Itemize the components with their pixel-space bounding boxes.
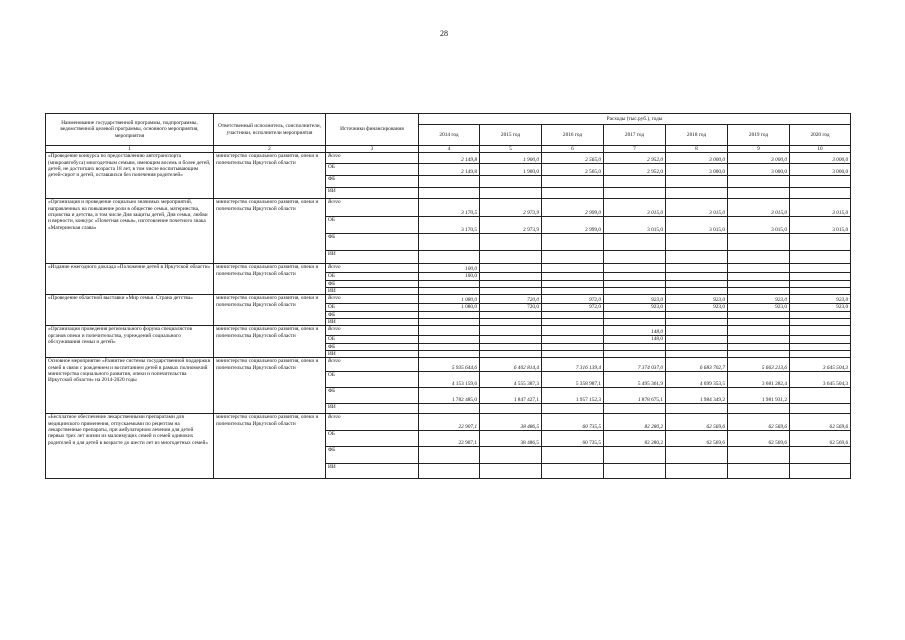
expense-value: 1 900,0: [480, 164, 542, 176]
expense-value: 3 015,0: [604, 199, 666, 217]
funding-source: Всего: [326, 264, 419, 273]
expense-value: [604, 188, 666, 199]
expense-value: 5 663 213,6: [728, 358, 790, 372]
expense-value: 4 153 159,6: [419, 372, 480, 388]
expense-value: 100,0: [419, 273, 480, 280]
expense-value: 720,0: [480, 295, 542, 304]
expense-value: [666, 176, 728, 188]
expense-value: 82 280,2: [604, 431, 666, 447]
expense-value: 148,0: [604, 326, 666, 336]
table-row: [46, 295, 851, 304]
funding-source: Всего: [326, 414, 419, 431]
expense-value: [419, 336, 480, 343]
expense-value: 38 486,5: [480, 431, 542, 447]
expense-value: [728, 326, 790, 336]
expense-value: 923,0: [666, 295, 728, 304]
header-column-numbers: [46, 146, 851, 153]
expense-value: [790, 336, 851, 343]
header-year: 2019 год: [728, 125, 790, 146]
funding-source: ИИ: [326, 351, 419, 358]
expense-value: 1 957 152,3: [542, 388, 604, 404]
expense-value: [419, 251, 480, 264]
activity-name: Основное мероприятие «Развитие системы государственной поддержки семей в связи с рождением и воспитанием детей в рамках полномочий министерства социального развития, опеки и попечительства Иркутской области» на 2014-2020 годы: [46, 358, 214, 414]
expense-value: [542, 447, 604, 464]
expense-value: [542, 280, 604, 287]
header-year: 2020 год: [790, 125, 851, 146]
expense-value: [728, 311, 790, 318]
expense-value: [604, 273, 666, 280]
expense-value: [728, 234, 790, 251]
expense-value: [790, 326, 851, 336]
expense-value: [604, 251, 666, 264]
expense-value: [542, 326, 604, 336]
funding-source: Всего: [326, 153, 419, 164]
expense-value: [790, 319, 851, 326]
expense-value: [728, 264, 790, 273]
funding-source: ФБ: [326, 343, 419, 350]
expense-value: 3 015,0: [666, 199, 728, 217]
expense-value: 60 735,5: [542, 414, 604, 431]
expense-value: [604, 343, 666, 350]
expense-value: 923,0: [604, 304, 666, 311]
expense-value: [480, 288, 542, 295]
expense-value: 7 316 139,4: [542, 358, 604, 372]
expense-value: [480, 280, 542, 287]
expense-value: 1 782 485,0: [419, 388, 480, 404]
funding-source: ОБ: [326, 431, 419, 447]
expense-value: [666, 273, 728, 280]
expense-value: [790, 251, 851, 264]
expense-value: [728, 351, 790, 358]
expense-value: [666, 447, 728, 464]
expense-value: [480, 311, 542, 318]
funding-source: ИИ: [326, 188, 419, 199]
expense-value: 3 681 282,4: [728, 372, 790, 388]
expense-value: 2 565,0: [542, 164, 604, 176]
activity-name: «Издание ежегодного доклада «Положение детей в Иркутской области»: [46, 264, 214, 295]
expense-value: [790, 388, 851, 404]
expense-value: [790, 176, 851, 188]
expense-value: [542, 234, 604, 251]
expense-value: [480, 351, 542, 358]
expense-value: 3 000,0: [666, 153, 728, 164]
expense-value: [480, 188, 542, 199]
expense-value: 3 015,0: [728, 217, 790, 234]
expense-value: 3 015,0: [604, 217, 666, 234]
expense-value: 3 015,0: [728, 199, 790, 217]
funding-source: ИИ: [326, 319, 419, 326]
expense-value: 3 000,0: [728, 153, 790, 164]
expense-value: [728, 251, 790, 264]
expense-value: 2 999,0: [542, 199, 604, 217]
expense-value: [666, 404, 728, 414]
expense-value: 3 170,5: [419, 199, 480, 217]
expense-value: [604, 264, 666, 273]
column-number: 3: [326, 146, 419, 153]
expense-value: [604, 280, 666, 287]
expense-value: [480, 336, 542, 343]
expense-value: [604, 288, 666, 295]
expense-value: [604, 447, 666, 464]
activity-name: «Организация и проведение социально значимых мероприятий, направленных на повышение роли в обществе семьи, материнства, отцовства и детства, в том числе Дня защиты детей, Дня семьи, любви и верности, конкурс «Почетная семья», изготовление почетного знака «Материнская слава»: [46, 199, 214, 264]
expense-value: 3 645 504,3: [790, 358, 851, 372]
expense-value: [728, 188, 790, 199]
expense-value: 1 847 427,1: [480, 388, 542, 404]
expense-value: 1 080,0: [419, 295, 480, 304]
funding-source: Всего: [326, 326, 419, 336]
expense-value: 62 569,6: [666, 431, 728, 447]
expense-value: [728, 336, 790, 343]
expense-value: 972,0: [542, 304, 604, 311]
funding-source: ОБ: [326, 372, 419, 388]
expense-value: 972,0: [542, 295, 604, 304]
expense-value: [790, 288, 851, 295]
header-responsible: Ответственный исполнитель, соисполнители, участники, исполнители мероприятия: [214, 114, 326, 146]
expense-value: 2 149,8: [419, 153, 480, 164]
expense-value: 3 015,0: [790, 217, 851, 234]
expense-value: [728, 176, 790, 188]
funding-source: ОБ: [326, 336, 419, 343]
expense-value: [480, 264, 542, 273]
expense-value: 3 170,5: [419, 217, 480, 234]
header-name: Наименование государственной программы, подпрограммы, ведомственной целевой программы, основного мероприятия, мероприятия: [46, 114, 214, 146]
responsible-executor: министерство социального развития, опеки и попечительства Иркутской области: [214, 358, 326, 414]
expense-value: 2 952,0: [604, 164, 666, 176]
expense-value: 1 878 675,1: [604, 388, 666, 404]
budget-table: [45, 113, 851, 479]
expense-value: 3 000,0: [666, 164, 728, 176]
expense-value: [480, 447, 542, 464]
expense-value: [790, 188, 851, 199]
funding-source: ИИ: [326, 251, 419, 264]
table-header: [46, 114, 851, 153]
expense-value: 3 000,0: [790, 153, 851, 164]
expense-value: [790, 311, 851, 318]
table-row: [46, 414, 851, 431]
header-year: 2016 год: [542, 125, 604, 146]
expense-value: 2 973,9: [480, 217, 542, 234]
expense-value: [480, 404, 542, 414]
expense-value: [790, 351, 851, 358]
column-number: 4: [419, 146, 480, 153]
funding-source: ФБ: [326, 234, 419, 251]
expense-value: 720,0: [480, 304, 542, 311]
expense-value: [542, 188, 604, 199]
expense-value: 923,0: [666, 304, 728, 311]
expense-value: [419, 234, 480, 251]
expense-value: 923,0: [604, 295, 666, 304]
funding-source: ОБ: [326, 304, 419, 311]
expense-value: [542, 176, 604, 188]
funding-source: ФБ: [326, 388, 419, 404]
table-row: [46, 199, 851, 217]
table-row: [46, 358, 851, 372]
expense-value: [666, 288, 728, 295]
activity-name: «Бесплатное обеспечение лекарственными препаратами для медицинского применения, отпускаемыми по рецептам на лекарственные препараты, при амбулаторном лечении для детей первых трех лет жизни из малоимущих семей и семей одиноких родителей и для детей в возрасте до шести лет из многодетных семей»: [46, 414, 214, 479]
expense-value: 2 999,0: [542, 217, 604, 234]
table-row: [46, 153, 851, 164]
expense-value: [419, 319, 480, 326]
funding-source: ОБ: [326, 217, 419, 234]
responsible-executor: министерство социального развития, опеки и попечительства Иркутской области: [214, 326, 326, 358]
table-body: [46, 153, 851, 479]
expense-value: [666, 343, 728, 350]
responsible-executor: министерство социального развития, опеки и попечительства Иркутской области: [214, 295, 326, 326]
expense-value: [542, 251, 604, 264]
expense-value: [728, 343, 790, 350]
expense-value: 1 984 349,2: [666, 388, 728, 404]
expense-value: [480, 234, 542, 251]
expense-value: [666, 234, 728, 251]
expense-value: [419, 188, 480, 199]
header-year: 2017 год: [604, 125, 666, 146]
expense-value: [790, 280, 851, 287]
page-number: 28: [440, 29, 448, 38]
expense-value: [604, 311, 666, 318]
expense-value: [419, 176, 480, 188]
funding-source: Всего: [326, 199, 419, 217]
funding-source: Всего: [326, 358, 419, 372]
expense-value: 100,0: [419, 264, 480, 273]
column-number: 9: [728, 146, 790, 153]
expense-value: [542, 288, 604, 295]
expense-value: 62 569,6: [728, 414, 790, 431]
expense-value: [480, 326, 542, 336]
expense-value: [728, 404, 790, 414]
expense-value: [790, 273, 851, 280]
expense-value: [790, 234, 851, 251]
expense-value: [542, 351, 604, 358]
expense-value: [604, 464, 666, 479]
column-number: 5: [480, 146, 542, 153]
expense-value: [419, 447, 480, 464]
expense-value: 2 149,8: [419, 164, 480, 176]
expense-value: 6 402 814,4: [480, 358, 542, 372]
responsible-executor: министерство социального развития, опеки и попечительства Иркутской области: [214, 264, 326, 295]
expense-value: [666, 251, 728, 264]
header-year: 2018 год: [666, 125, 728, 146]
expense-value: [419, 404, 480, 414]
activity-name: «Организация проведения регионального форума специалистов органов опеки и попечительства, учреждений социального обслуживания семьи и детей»: [46, 326, 214, 358]
expense-value: 62 569,6: [728, 431, 790, 447]
funding-source: ИИ: [326, 404, 419, 414]
table-row: [46, 326, 851, 336]
funding-source: ФБ: [326, 280, 419, 287]
expense-value: [542, 464, 604, 479]
expense-value: [728, 280, 790, 287]
expense-value: 62 569,6: [666, 414, 728, 431]
expense-value: [790, 264, 851, 273]
expense-value: 3 645 504,3: [790, 372, 851, 388]
expense-value: 5 358 987,1: [542, 372, 604, 388]
expense-value: [728, 273, 790, 280]
expense-value: [790, 464, 851, 479]
expense-value: [419, 351, 480, 358]
expense-value: 62 569,6: [790, 414, 851, 431]
expense-value: [542, 273, 604, 280]
expense-value: [790, 343, 851, 350]
expense-value: 5 935 644,6: [419, 358, 480, 372]
expense-value: [542, 311, 604, 318]
funding-source: Всего: [326, 295, 419, 304]
funding-source: ОБ: [326, 273, 419, 280]
expense-value: [666, 351, 728, 358]
expense-value: 4 699 353,5: [666, 372, 728, 388]
expense-value: [480, 251, 542, 264]
expense-value: 5 495 361,9: [604, 372, 666, 388]
expense-value: [604, 404, 666, 414]
expense-value: [480, 273, 542, 280]
expense-value: [480, 343, 542, 350]
expense-value: [480, 464, 542, 479]
expense-value: [728, 464, 790, 479]
header-year: 2014 год: [419, 125, 480, 146]
expense-value: 1 080,0: [419, 304, 480, 311]
expense-value: [728, 319, 790, 326]
expense-value: [419, 280, 480, 287]
header-expenses: Расходы (тыс.руб.), годы: [419, 114, 851, 125]
expense-value: 923,0: [790, 304, 851, 311]
expense-value: [542, 319, 604, 326]
expense-value: [604, 176, 666, 188]
expense-value: 3 000,0: [728, 164, 790, 176]
expense-value: 3 015,0: [790, 199, 851, 217]
expense-value: 923,0: [728, 295, 790, 304]
expense-value: [604, 351, 666, 358]
expense-value: [419, 464, 480, 479]
expense-value: 22 907,1: [419, 414, 480, 431]
responsible-executor: министерство социального развития, опеки и попечительства Иркутской области: [214, 414, 326, 479]
expense-value: [480, 176, 542, 188]
expense-value: [666, 336, 728, 343]
expense-value: 3 015,0: [666, 217, 728, 234]
expense-value: 6 683 702,7: [666, 358, 728, 372]
expense-value: [542, 343, 604, 350]
expense-value: 38 486,5: [480, 414, 542, 431]
expense-value: [604, 319, 666, 326]
expense-value: 7 374 037,0: [604, 358, 666, 372]
expense-value: [666, 319, 728, 326]
expense-value: [728, 447, 790, 464]
expense-value: 4 555 387,3: [480, 372, 542, 388]
expense-value: [542, 336, 604, 343]
expense-value: [542, 404, 604, 414]
column-number: 1: [46, 146, 214, 153]
expense-value: 2 565,0: [542, 153, 604, 164]
expense-value: [666, 280, 728, 287]
table-row: [46, 264, 851, 273]
expense-value: 923,0: [790, 295, 851, 304]
expense-value: [790, 447, 851, 464]
expense-value: 60 735,5: [542, 431, 604, 447]
activity-name: «Проведение областной выставки «Мир семьи. Страна детства»: [46, 295, 214, 326]
expense-value: 2 952,0: [604, 153, 666, 164]
responsible-executor: министерство социального развития, опеки и попечительства Иркутской области: [214, 153, 326, 199]
expense-value: [419, 311, 480, 318]
expense-value: [480, 319, 542, 326]
expense-value: 1 900,0: [480, 153, 542, 164]
header-year: 2015 год: [480, 125, 542, 146]
expense-value: [666, 188, 728, 199]
expense-value: 2 973,9: [480, 199, 542, 217]
column-number: 2: [214, 146, 326, 153]
expense-value: [790, 404, 851, 414]
expense-value: 148,0: [604, 336, 666, 343]
expense-value: [419, 326, 480, 336]
expense-value: [666, 464, 728, 479]
funding-source: ОБ: [326, 164, 419, 176]
expense-value: 22 907,1: [419, 431, 480, 447]
expense-value: 82 280,2: [604, 414, 666, 431]
column-number: 8: [666, 146, 728, 153]
expense-value: [666, 326, 728, 336]
responsible-executor: министерство социального развития, опеки и попечительства Иркутской области: [214, 199, 326, 264]
expense-value: [728, 288, 790, 295]
funding-source: ФБ: [326, 176, 419, 188]
expense-value: 62 569,6: [790, 431, 851, 447]
column-number: 7: [604, 146, 666, 153]
expense-value: [419, 288, 480, 295]
header-source: Источники финансирования: [326, 114, 419, 146]
column-number: 10: [790, 146, 851, 153]
expense-value: [666, 311, 728, 318]
expense-value: [666, 264, 728, 273]
expense-value: 1 981 931,2: [728, 388, 790, 404]
expense-value: [542, 264, 604, 273]
activity-name: «Проведение конкурса по предоставлению автотранспорта (микроавтобуса) многодетным семьям, имеющим восемь и более детей, детей, не достигших возраста 18 лет, в том числе воспитывающим детей-сирот и детей, оставшихся без попечения родителей»: [46, 153, 214, 199]
expense-value: [419, 343, 480, 350]
expense-value: 923,0: [728, 304, 790, 311]
column-number: 6: [542, 146, 604, 153]
funding-source: ИИ: [326, 464, 419, 479]
funding-source: ИИ: [326, 288, 419, 295]
expense-value: [604, 234, 666, 251]
funding-source: ФБ: [326, 447, 419, 464]
expense-value: 3 000,0: [790, 164, 851, 176]
funding-source: ФБ: [326, 311, 419, 318]
